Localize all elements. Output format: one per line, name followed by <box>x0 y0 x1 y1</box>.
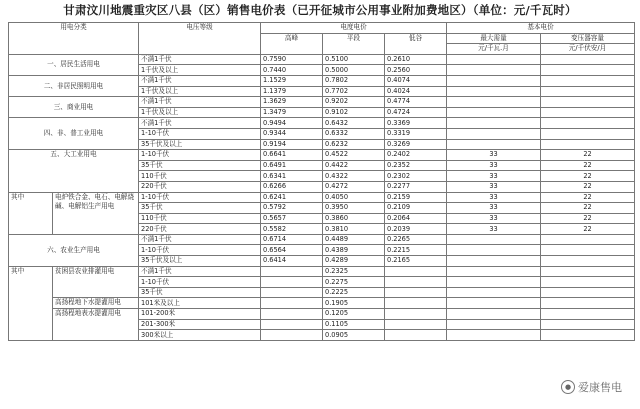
table-row <box>9 266 635 277</box>
peak-cell: 1.3479 <box>261 107 323 118</box>
valley-cell <box>385 277 447 288</box>
capacity-cell <box>541 277 635 288</box>
voltage-cell: 不满1千伏 <box>139 97 261 108</box>
flat-cell: 0.4289 <box>323 256 385 267</box>
capacity-cell <box>541 139 635 150</box>
voltage-cell: 1-10千伏 <box>139 277 261 288</box>
peak-cell: 0.5657 <box>261 213 323 224</box>
peak-cell: 0.9194 <box>261 139 323 150</box>
capacity-cell <box>541 107 635 118</box>
max-demand-cell <box>447 287 541 298</box>
flat-cell: 0.4422 <box>323 160 385 171</box>
valley-cell: 0.2610 <box>385 54 447 65</box>
flat-cell: 0.5000 <box>323 65 385 76</box>
valley-cell: 0.2165 <box>385 256 447 267</box>
flat-cell: 0.6332 <box>323 128 385 139</box>
max-demand-cell: 33 <box>447 224 541 235</box>
capacity-cell <box>541 128 635 139</box>
voltage-cell: 1-10千伏 <box>139 150 261 161</box>
table-title: 甘肃汶川地震重灾区八县（区）销售电价表（已开征城市公用事业附加费地区）（单位：元/千瓦时） <box>63 3 577 17</box>
flat-cell: 0.3810 <box>323 224 385 235</box>
max-demand-cell <box>447 75 541 86</box>
voltage-cell: 35千伏 <box>139 160 261 171</box>
table-row <box>9 54 635 65</box>
valley-cell: 0.2109 <box>385 203 447 214</box>
max-demand-cell <box>447 86 541 97</box>
capacity-cell <box>541 54 635 65</box>
peak-cell <box>261 309 323 320</box>
peak-cell <box>261 298 323 309</box>
peak-cell: 0.7590 <box>261 54 323 65</box>
capacity-cell: 22 <box>541 224 635 235</box>
valley-cell: 0.2560 <box>385 65 447 76</box>
flat-cell: 0.6432 <box>323 118 385 129</box>
header-capacity-unit: 元/千伏安/月 <box>541 44 635 55</box>
voltage-cell: 35千伏及以上 <box>139 256 261 267</box>
wechat-icon: ● <box>561 380 575 394</box>
voltage-cell: 220千伏 <box>139 224 261 235</box>
max-demand-cell <box>447 97 541 108</box>
max-demand-cell <box>447 54 541 65</box>
max-demand-cell <box>447 298 541 309</box>
flat-cell: 0.4522 <box>323 150 385 161</box>
electricity-price-table <box>8 22 635 341</box>
valley-cell <box>385 287 447 298</box>
voltage-cell: 201-300米 <box>139 319 261 330</box>
max-demand-cell <box>447 234 541 245</box>
max-demand-cell <box>447 330 541 341</box>
subcategory-label: 其中 <box>9 192 53 234</box>
max-demand-cell: 33 <box>447 203 541 214</box>
max-demand-cell <box>447 118 541 129</box>
max-demand-cell: 33 <box>447 150 541 161</box>
peak-cell <box>261 330 323 341</box>
capacity-cell <box>541 234 635 245</box>
peak-cell: 0.9344 <box>261 128 323 139</box>
valley-cell <box>385 309 447 320</box>
valley-cell: 0.2039 <box>385 224 447 235</box>
category-cell: 四、非、普工业用电 <box>9 118 139 150</box>
valley-cell: 0.3319 <box>385 128 447 139</box>
flat-cell: 0.7802 <box>323 75 385 86</box>
max-demand-cell <box>447 65 541 76</box>
peak-cell: 0.6341 <box>261 171 323 182</box>
voltage-cell: 1-10千伏 <box>139 128 261 139</box>
max-demand-cell: 33 <box>447 213 541 224</box>
capacity-cell <box>541 298 635 309</box>
subcategory-cell: 电炉铁合金、电石、电解烧碱、电解铝生产用电 <box>53 192 139 234</box>
flat-cell: 0.1205 <box>323 309 385 320</box>
category-cell: 六、农业生产用电 <box>9 234 139 266</box>
voltage-cell: 不满1千伏 <box>139 54 261 65</box>
voltage-cell: 不满1千伏 <box>139 118 261 129</box>
capacity-cell <box>541 256 635 267</box>
flat-cell: 0.2325 <box>323 266 385 277</box>
category-cell: 二、非居民照明用电 <box>9 75 139 96</box>
voltage-cell: 不满1千伏 <box>139 266 261 277</box>
header-max-demand-unit: 元/千瓦.月 <box>447 44 541 55</box>
peak-cell: 0.6714 <box>261 234 323 245</box>
max-demand-cell <box>447 309 541 320</box>
subcategory-label: 其中 <box>9 266 53 340</box>
voltage-cell: 101米及以上 <box>139 298 261 309</box>
valley-cell: 0.3369 <box>385 118 447 129</box>
max-demand-cell: 33 <box>447 160 541 171</box>
capacity-cell <box>541 330 635 341</box>
flat-cell: 0.4272 <box>323 181 385 192</box>
peak-cell <box>261 266 323 277</box>
peak-cell: 0.6564 <box>261 245 323 256</box>
valley-cell: 0.2402 <box>385 150 447 161</box>
table-row <box>9 309 635 320</box>
capacity-cell: 22 <box>541 160 635 171</box>
capacity-cell: 22 <box>541 181 635 192</box>
valley-cell <box>385 298 447 309</box>
max-demand-cell: 33 <box>447 192 541 203</box>
voltage-cell: 1千伏及以上 <box>139 107 261 118</box>
capacity-cell: 22 <box>541 192 635 203</box>
voltage-cell: 不满1千伏 <box>139 75 261 86</box>
valley-cell: 0.4074 <box>385 75 447 86</box>
max-demand-cell: 33 <box>447 181 541 192</box>
peak-cell: 1.3629 <box>261 97 323 108</box>
valley-cell: 0.3269 <box>385 139 447 150</box>
flat-cell: 0.4389 <box>323 245 385 256</box>
voltage-cell: 35千伏 <box>139 203 261 214</box>
max-demand-cell <box>447 107 541 118</box>
max-demand-cell <box>447 245 541 256</box>
flat-cell: 0.5100 <box>323 54 385 65</box>
flat-cell: 0.4322 <box>323 171 385 182</box>
voltage-cell: 35千伏及以上 <box>139 139 261 150</box>
peak-cell: 0.6241 <box>261 192 323 203</box>
flat-cell: 0.4489 <box>323 234 385 245</box>
valley-cell: 0.4724 <box>385 107 447 118</box>
capacity-cell <box>541 118 635 129</box>
max-demand-cell <box>447 139 541 150</box>
table-row <box>9 150 635 161</box>
valley-cell: 0.2277 <box>385 181 447 192</box>
valley-cell <box>385 266 447 277</box>
voltage-cell: 1千伏及以上 <box>139 86 261 97</box>
voltage-cell: 1千伏及以上 <box>139 65 261 76</box>
peak-cell: 1.1379 <box>261 86 323 97</box>
category-cell: 五、大工业用电 <box>9 150 139 192</box>
table-row <box>9 192 635 203</box>
table-row <box>9 97 635 108</box>
voltage-cell: 1-10千伏 <box>139 245 261 256</box>
category-cell: 三、商业用电 <box>9 97 139 118</box>
table-row <box>9 234 635 245</box>
header-category: 用电分类 <box>9 23 139 55</box>
valley-cell: 0.2215 <box>385 245 447 256</box>
valley-cell: 0.2159 <box>385 192 447 203</box>
capacity-cell <box>541 287 635 298</box>
valley-cell <box>385 330 447 341</box>
max-demand-cell <box>447 128 541 139</box>
capacity-cell <box>541 309 635 320</box>
peak-cell <box>261 319 323 330</box>
flat-cell: 0.3950 <box>323 203 385 214</box>
header-capacity: 变压器容量 <box>541 33 635 44</box>
header-valley: 低谷 <box>385 33 447 54</box>
max-demand-cell: 33 <box>447 171 541 182</box>
max-demand-cell <box>447 266 541 277</box>
valley-cell <box>385 319 447 330</box>
flat-cell: 0.2275 <box>323 277 385 288</box>
header-voltage: 电压等级 <box>139 23 261 55</box>
capacity-cell: 22 <box>541 203 635 214</box>
subcategory-cell: 贫困县农业排灌用电 <box>53 266 139 298</box>
peak-cell <box>261 277 323 288</box>
header-flat: 平段 <box>323 33 385 54</box>
flat-cell: 0.1105 <box>323 319 385 330</box>
voltage-cell: 101-200米 <box>139 309 261 320</box>
flat-cell: 0.3860 <box>323 213 385 224</box>
valley-cell: 0.4774 <box>385 97 447 108</box>
flat-cell: 0.1905 <box>323 298 385 309</box>
peak-cell: 0.6491 <box>261 160 323 171</box>
valley-cell: 0.2265 <box>385 234 447 245</box>
header-basic-price: 基本电价 <box>447 23 635 34</box>
valley-cell: 0.2064 <box>385 213 447 224</box>
voltage-cell: 300米以上 <box>139 330 261 341</box>
flat-cell: 0.2225 <box>323 287 385 298</box>
max-demand-cell <box>447 319 541 330</box>
voltage-cell: 220千伏 <box>139 181 261 192</box>
header-peak: 高峰 <box>261 33 323 54</box>
peak-cell: 0.7440 <box>261 65 323 76</box>
peak-cell: 0.5792 <box>261 203 323 214</box>
max-demand-cell <box>447 256 541 267</box>
flat-cell: 0.6232 <box>323 139 385 150</box>
flat-cell: 0.0905 <box>323 330 385 341</box>
capacity-cell: 22 <box>541 171 635 182</box>
valley-cell: 0.2352 <box>385 160 447 171</box>
valley-cell: 0.4024 <box>385 86 447 97</box>
table-row <box>9 75 635 86</box>
capacity-cell <box>541 75 635 86</box>
watermark <box>561 379 622 395</box>
voltage-cell: 不满1千伏 <box>139 234 261 245</box>
flat-cell: 0.4050 <box>323 192 385 203</box>
valley-cell: 0.2302 <box>385 171 447 182</box>
flat-cell: 0.7702 <box>323 86 385 97</box>
header-energy-price: 电度电价 <box>261 23 447 34</box>
capacity-cell <box>541 65 635 76</box>
peak-cell: 0.6641 <box>261 150 323 161</box>
peak-cell <box>261 287 323 298</box>
voltage-cell: 110千伏 <box>139 171 261 182</box>
voltage-cell: 35千伏 <box>139 287 261 298</box>
watermark-text: 爱康售电 <box>578 381 622 394</box>
peak-cell: 0.5582 <box>261 224 323 235</box>
subcategory-cell: 高扬程地下水提灌用电 <box>53 298 139 309</box>
peak-cell: 1.1529 <box>261 75 323 86</box>
peak-cell: 0.6266 <box>261 181 323 192</box>
capacity-cell <box>541 97 635 108</box>
voltage-cell: 110千伏 <box>139 213 261 224</box>
peak-cell: 0.6414 <box>261 256 323 267</box>
capacity-cell: 22 <box>541 213 635 224</box>
flat-cell: 0.9102 <box>323 107 385 118</box>
flat-cell: 0.9202 <box>323 97 385 108</box>
peak-cell: 0.9494 <box>261 118 323 129</box>
category-cell: 一、居民生活用电 <box>9 54 139 75</box>
capacity-cell <box>541 245 635 256</box>
header-max-demand: 最大需量 <box>447 33 541 44</box>
table-row <box>9 298 635 309</box>
capacity-cell: 22 <box>541 150 635 161</box>
max-demand-cell <box>447 277 541 288</box>
capacity-cell <box>541 86 635 97</box>
subcategory-cell: 高扬程地表水提灌用电 <box>53 309 139 341</box>
voltage-cell: 1-10千伏 <box>139 192 261 203</box>
capacity-cell <box>541 319 635 330</box>
capacity-cell <box>541 266 635 277</box>
table-row <box>9 118 635 129</box>
